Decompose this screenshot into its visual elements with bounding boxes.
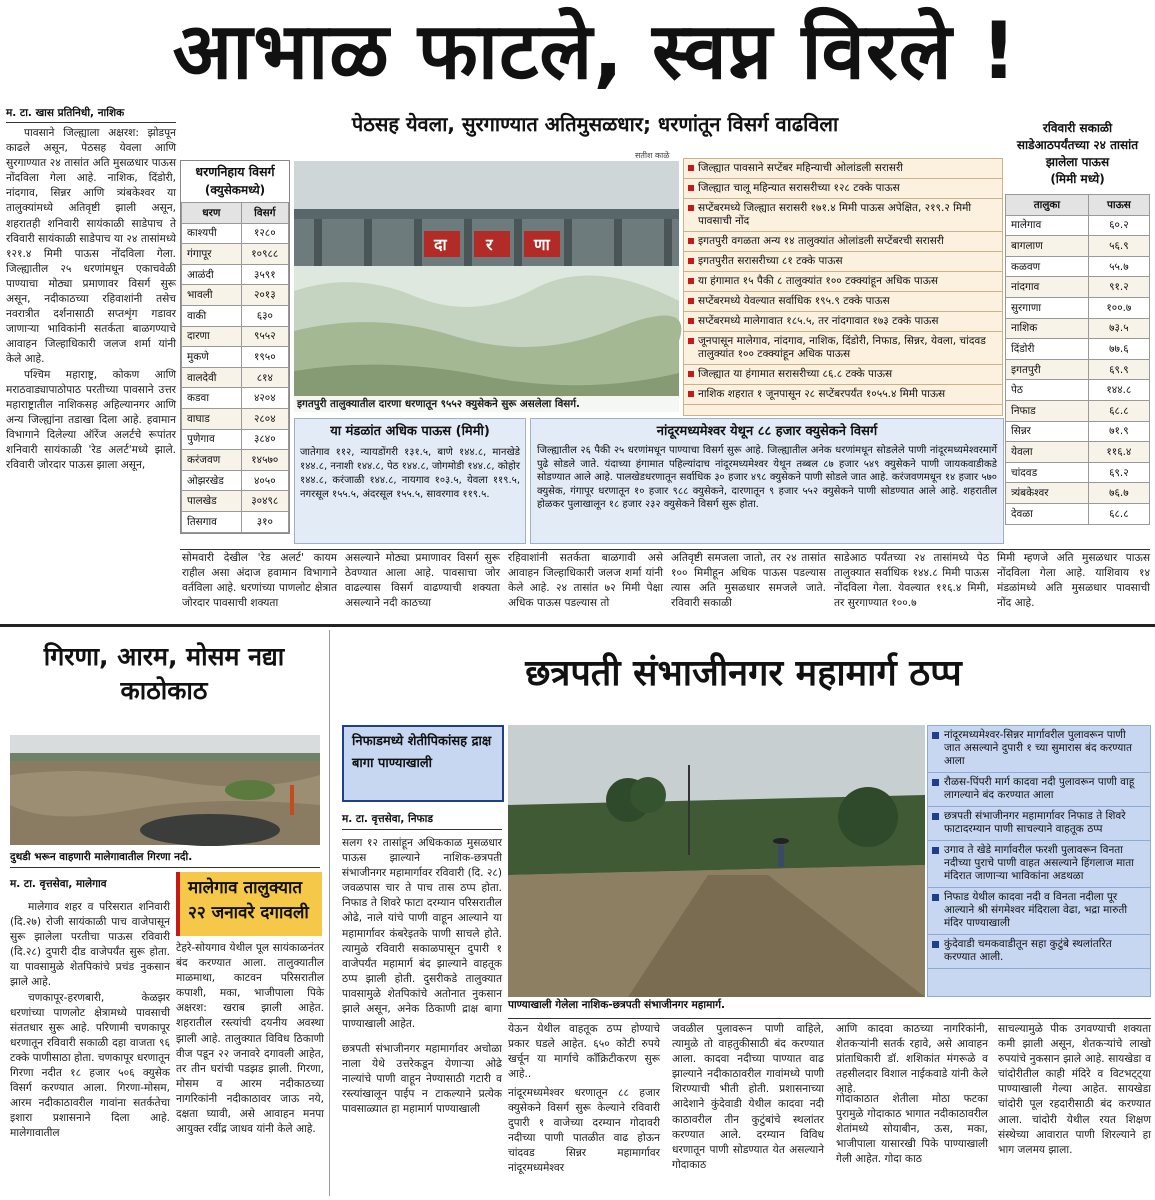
- fact-item: सप्टेंबरमध्ये जिल्ह्यात सरासरी १७१.४ मिमी पाऊस अपेक्षित, २१९.२ मिमी पावसाची नोंद: [684, 199, 1002, 232]
- table-row: [182, 347, 289, 368]
- table-cell: कडवा: [182, 388, 242, 409]
- table-cell: त्र्यंबकेश्वर: [1006, 483, 1089, 504]
- rainfall-table-box: [1005, 120, 1150, 525]
- paragraph: मालेगाव शहर व परिसरात शनिवारी (दि.२७) रोजी सायंकाळी पाच वाजेपासून सुरू झालेला परतीचा पाऊस रविवारी (दि.२८) दुपारी दीड वाजेपर्यंत सुरू होता. या पावसामुळे शेतपिकांचे प्रचंड नुकसान झाले आहे.: [10, 901, 170, 989]
- niphad-text: सलग १२ तासांहून अधिककाळ मुसळधार पाऊस झाल्याने नाशिक-छत्रपती संभाजीनगर महामार्गावर रविवारी (दि. २८) जवळपास चार ते पाच तास ठप्प होता. निफाड ते शिवरे फाटा दरम्यान परिसरातील ओढे, नाले यांचे पाणी वाहून आल्याने या महामार्गावर कंबरेइतके पाणी साचले होते. त्यामुळे रविवारी सकाळपासून दुपारी १ वाजेपर्यंत महामार्ग बंद झाल्याने वाहतूक ठप्प झाली होती. दुसरीकडे तालुक्यात पावसामुळे शेतपिकांचे अतोनात नुकसान झाले असून, अनेक ठिकाणी द्राक्ष बागा पाण्याखाली आहेत.: [342, 837, 503, 1031]
- table-cell: ९५५२: [241, 326, 288, 347]
- table-cell: ८१४: [241, 367, 288, 388]
- table-row: [182, 326, 289, 347]
- table-cell: ओझरखेड: [182, 470, 242, 491]
- table-cell: ३१०: [241, 511, 288, 532]
- text-column: आणि कादवा काठच्या नागरिकांनी, शेतकऱ्यांनी सतर्क रहावे, असे आवाहन प्रांताधिकारी डॉ. शशिकांत मंगरूळे व तहसीलदार विशाल नाईकवाडे यांनी केले आहे.: [836, 1023, 988, 1096]
- table-cell: १००.७: [1088, 297, 1149, 318]
- divider: [10, 867, 320, 868]
- gate-letter: णा: [534, 235, 550, 254]
- table-cell: ११६.४: [1088, 442, 1149, 463]
- table-cell: ७३.५: [1088, 318, 1149, 339]
- table-cell: २०१३: [241, 285, 288, 306]
- byline-main: म. टा. खास प्रतिनिधी, नाशिक: [6, 107, 125, 119]
- fact-item: इगतपुरी वगळता अन्य १४ तालुक्यांत ओलांडली सप्टेंबरची सरासरी: [684, 232, 1002, 252]
- divider: [342, 829, 502, 830]
- highway-photo: [508, 725, 925, 997]
- fact-item: इगतपुरीत सरासरीच्या ८१ टक्के पाऊस: [684, 252, 1002, 272]
- table-row: [1006, 442, 1150, 463]
- fact-item: सप्टेंबरमध्ये येवल्यात सर्वाधिक १९५.९ टक्के पाऊस: [684, 292, 1002, 312]
- table-cell: दारणा: [182, 326, 242, 347]
- table-cell: बागलाण: [1006, 236, 1089, 257]
- photo-credit: सतीश काळे: [635, 151, 670, 160]
- text-column: साचल्यामुळे पीक उगवण्याची शक्यता कमी झाली असून, शेतकऱ्यांचे लाखो रुपयांचे नुकसान झाले आहे. सायखेडा व चांदोरीतील काही मंदिरे व विटभट्ट्या पाण्याखाली गेल्या आहेत. सायखेडा चांदोरी पूल रहदारीसाठी बंद करण्यात आला. चांदोरी येथील रयत शिक्षण संस्थेच्या आवारात पाणी शिरल्याने हा भाग जलमय झाला.: [998, 1023, 1151, 1156]
- niphad-box-title: निफाडमध्ये शेतीपिकांसह द्राक्ष बागा पाण्याखाली: [342, 725, 504, 802]
- fact-item: या हंगामात १५ पैकी ८ तालुक्यांत १०० टक्क्यांहून अधिक पाऊस: [684, 272, 1002, 292]
- niphad-text-2: छत्रपती संभाजीनगर महामार्गावर अचोळा नाला येथे उत्तरेकडून येणाऱ्या ओढे नाल्यांचे पाणी वाहून नेण्यासाठी गटारी व रस्त्यांखालून पाईप न टाकल्याने प्रत्येक पावसाळ्यात हा महामार्ग पाण्याखाली: [342, 1043, 502, 1116]
- table-cell: नाशिक: [1006, 318, 1089, 339]
- table-row: [1006, 297, 1150, 318]
- gate-letter: दा: [434, 235, 447, 254]
- paragraph: पावसाने जिल्ह्याला अक्षरश: झोडपून काढले असून, पेठसह येवला आणि सुरगाण्यात २४ तासांत अति मुसळधार पाऊस नोंदविला गेला आहे. नाशिक, दिंडोरी, नांदगाव, सिन्नर आणि त्र्यंबकेश्वर या तालुक्यांमध्ये अतिवृष्टी झाली असून, शहरातही शनिवारी सायंकाळी साडेपाच ते रविवारी सायंकाळी साडेपाच या २४ तासांमध्ये १२१.४ मिमी पाऊस नोंदविला गेला. जिल्ह्यातील २५ धरणांमधून एकाचवेळी पाण्याचा मोठ्या प्रमाणावर विसर्ग सुरू असून, नदीकाठच्या रहिवाशांनी तसेच नवरात्रीत दर्शनासाठी सप्तशृंग गडावर जाणाऱ्या भाविकांनी सतर्कता बाळगण्याचे आवाहन जिल्हाधिकारी जलज शर्मा यांनी केले आहे.: [6, 127, 176, 366]
- text-column: मिमी म्हणजे अति मुसळधार पाऊस नोंदविला गेला आहे. याशिवाय १४ मंडळांमध्ये अति मुसळधार पावसाची नोंद आहे.: [997, 552, 1150, 610]
- table-row: [182, 429, 289, 450]
- table-row: [1006, 256, 1150, 277]
- subheadline: पेठसह येवला, सुरगाण्यात अतिमुसळधार; धरणांतून विसर्ग वाढविला: [351, 112, 839, 136]
- table-cell: ९१.२: [1088, 277, 1149, 298]
- left-column-text: [6, 126, 176, 545]
- table-row: [182, 305, 289, 326]
- table-cell: इगतपुरी: [1006, 359, 1089, 380]
- column-divider: [329, 630, 330, 1196]
- text-column: अतिवृष्टी समजला जातो, तर २४ तासांत १०० मिमीहून अधिक पाऊस पडल्यास त्यास अति मुसळधार समजले जाते. रविवारी सकाळी: [671, 552, 826, 610]
- fact-item: जिल्ह्यात चालू महिन्यात सरासरीच्या १२८ टक्के पाऊस: [684, 179, 1002, 199]
- dam-table-unit: (क्युसेकमध्ये): [204, 183, 266, 197]
- table-cell: ५५.७: [1088, 256, 1149, 277]
- table-row: [182, 450, 289, 471]
- highway-photo-caption: पाण्याखाली गेलेला नाशिक-छत्रपती संभाजीनगर महामार्ग.: [508, 999, 725, 1011]
- table-cell: तिसगाव: [182, 511, 242, 532]
- girna-river-photo: [10, 735, 320, 845]
- girna-caption: दुथडी भरून वाहणारी मालेगावातील गिरणा नदी.: [10, 851, 193, 863]
- main-headline: आभाळ फाटले, स्वप्न विरले !: [172, 7, 1018, 97]
- dam-table: [181, 202, 289, 533]
- nandur-box: [530, 418, 1004, 544]
- text-column: गोदाकाठात शेतीला मोठा फटका पुरामुळे गोदाकाठ भागात नदीकाठावरील शेतांमध्ये सोयाबीन, ऊस, मका, भाजीपाला यासारखी पिके पाण्याखाली गेली आहेत. गोदा काठ: [836, 1093, 988, 1166]
- highway-headline: छत्रपती संभाजीनगर महामार्ग ठप्प: [525, 653, 962, 694]
- highway-fact-item: नांदूरमध्यमेश्वर-सिन्नर मार्गावरील पुलावरून पाणी जात असल्याने दुपारी १ च्या सुमारास बंद करण्यात आला: [928, 726, 1150, 773]
- table-row: [1006, 359, 1150, 380]
- fact-item: जिल्ह्यात या हंगामात सरासरीच्या ८६.८ टक्के पाऊस: [684, 365, 1002, 385]
- dam-photo: [294, 161, 679, 412]
- table-cell: ४२०४: [241, 388, 288, 409]
- text-column: सोमवारी देखील 'रेड अलर्ट' कायम राहील असा अंदाज हवामान विभागाने वर्तविला आहे. धरणांच्या पाणलोट क्षेत्रात जोरदार पावसाची शक्यता: [182, 552, 337, 610]
- table-cell: वाघाड: [182, 408, 242, 429]
- table-row: [182, 367, 289, 388]
- table-cell: वाकी: [182, 305, 242, 326]
- table-cell: भावली: [182, 285, 242, 306]
- column-header: तालुका: [1006, 195, 1089, 216]
- table-cell: २८०४: [241, 408, 288, 429]
- table-cell: गंगापूर: [182, 244, 242, 265]
- table-row: [182, 470, 289, 491]
- table-row: [1006, 318, 1150, 339]
- paragraph: पश्चिम महाराष्ट्र, कोकण आणि मराठवाड्यापाठोपाठ परतीच्या पावसाने उत्तर महाराष्ट्रातील नाशिकसह अहिल्यानगर आणि अन्य जिल्ह्यांना तडाखा दिला आहे. हवामान विभागाने दिलेल्या ऑरेंज अलर्टचे रूपांतर शनिवारी सायंकाळी 'रेड अलर्ट'मध्ये झाले. रविवारी जोरदार पाऊस झाला असून,: [6, 368, 176, 472]
- table-cell: १२८०: [241, 223, 288, 244]
- dam-photo-caption: इगतपुरी तालुक्यातील दारणा धरणातून ९५५२ क्युसेकने सुरू असलेला विसर्ग.: [294, 396, 679, 412]
- highway-fact-item: निफाड येथील कादवा नदी व विनता नदीला पूर आल्याने श्री संगमेश्वर मंदिराला वेढा, भद्रा मारुती मंदिर पाण्याखाली: [928, 888, 1150, 935]
- fact-item: जिल्ह्यात पावसाने सप्टेंबर महिन्याची ओलांडली सरासरी: [684, 159, 1002, 179]
- malegaon-text: [10, 900, 170, 1196]
- table-cell: सुरगाणा: [1006, 297, 1089, 318]
- highway-fact-item: रौळस-पिंपरी मार्ग कादवा नदी पुलावरून पाणी वाहू लागल्याने बंद करण्यात आला: [928, 773, 1150, 807]
- table-row: [1006, 462, 1150, 483]
- table-row: [1006, 400, 1150, 421]
- table-cell: १४५७०: [241, 450, 288, 471]
- table-cell: नांदगाव: [1006, 277, 1089, 298]
- table-cell: येवला: [1006, 442, 1089, 463]
- table-cell: आळंदी: [182, 264, 242, 285]
- table-cell: ६९.९: [1088, 359, 1149, 380]
- nandur-title: नांदूरमध्यमेश्वर येथून ८८ हजार क्युसेकने विसर्ग: [656, 424, 878, 439]
- column-header: पाऊस: [1088, 195, 1149, 216]
- river-illustration: [10, 735, 320, 845]
- table-row: [182, 511, 289, 532]
- table-row: [182, 244, 289, 265]
- table-cell: ६३०: [241, 305, 288, 326]
- table-cell: मालेगाव: [1006, 215, 1089, 236]
- table-row: [182, 223, 289, 244]
- table-cell: ६८.८: [1088, 400, 1149, 421]
- text-column: जवळील पुलावरून पाणी वाहिले, त्यामुळे तो वाहतुकीसाठी बंद करण्यात आला. कादवा नदीच्या पाण्यात वाढ झाल्याने नदीकाठावरील गावांमध्ये पाणी शिरण्याची भीती होती. प्रशासनाच्या आदेशाने कुंदेवाडी येथील कादवा नदी काठावरील तीन कुटुंबांचे स्थलांतर करण्यात आले. दरम्यान विविध धरणातून पाणी सोडण्यात येत असल्याने गोदाकाठ: [672, 1023, 824, 1171]
- fact-item: जूनपासून मालेगाव, नांदगाव, नाशिक, दिंडोरी, निफाड, सिन्नर, येवला, चांदवड तालुक्यांत १०० टक्क्यांहून अधिक पाऊस: [684, 332, 1002, 365]
- paragraph: चणकापूर-हरणबारी, केळझर धरणांच्या पाणलोट क्षेत्रामध्ये पावसाची संततधार सुरू आहे. परिणामी चणकापूर धरणातून रविवारी सकाळी दहा वाजता ९६ टक्के पाणीसाठा होता. चणकापूर धरणातून गिरणा नदीत १८ हजार ५०६ क्युसेक विसर्ग करण्यात आला. गिरणा-मोसम, आरम नदीकाठावरील गावांना सतर्कतेचा इशारा प्रशासनाने दिला आहे. मालेगावातील: [10, 991, 170, 1140]
- table-cell: चांदवड: [1006, 462, 1089, 483]
- divider: [6, 122, 176, 123]
- table-cell: ३५९१: [241, 264, 288, 285]
- table-row: [1006, 421, 1150, 442]
- text-column: रहिवाशांनी सतर्कता बाळगावी असे आवाहन जिल्हाधिकारी जलज शर्मा यांनी केले आहे. २४ तासांत ७२ मिमी पेक्षा अधिक पाऊस पडल्यास तो: [508, 552, 663, 610]
- table-cell: पालखेड: [182, 491, 242, 512]
- table-cell: निफाड: [1006, 400, 1089, 421]
- table-row: [182, 285, 289, 306]
- table-cell: ३०४९८: [241, 491, 288, 512]
- table-cell: पेठ: [1006, 380, 1089, 401]
- nandur-text: जिल्ह्यातील २६ पैकी २५ धरणांमधून पाण्याचा विसर्ग सुरू आहे. जिल्ह्यातील अनेक धरणांमधून सोडलेले पाणी नांदूरमध्यमेश्वरमार्गे पुढे सोडले जाते. यंदाच्या हंगामात पहिल्यांदाच नांदूरमध्यमेश्वर येथून तब्बल ८७ हजार ५४९ क्युसेकने पाणी जायकवाडीकडे सोडण्यात आले आहे. पालखेडधरणातून सर्वाधिक ३० हजार ४९८ क्युसेकने पाणी सोडले जात आहे. करंजवणमधून १४ हजार ५७० क्युसेक, गंगापूर धरणातून १० हजार ९८८ क्युसेकने, दारणातून ९ हजार ५५२ क्युसेकने पाणी सोडण्यात आले आहे. शहरातील होळकर पुलाखालून १८ हजार २३२ क्युसेकने विसर्ग सुरू होता.: [537, 445, 997, 511]
- table-cell: वालदेवी: [182, 367, 242, 388]
- highway-facts-box: [927, 725, 1151, 997]
- table-cell: ७७.६: [1088, 339, 1149, 360]
- table-row: [182, 388, 289, 409]
- table-cell: १०९८८: [241, 244, 288, 265]
- dam-discharge-table: [180, 160, 290, 534]
- table-cell: देवळा: [1006, 503, 1089, 524]
- malegaon-text-2: टेहरे-सोयगाव येथील पूल सायंकाळनंतर बंद करण्यात आला. तालुक्यातील माळमाथा, काटवन परिसरातील कपाशी, मका, भाजीपाला पिके अक्षरश: खराब झाली आहेत. शहरातील रस्त्यांची दयनीय अवस्था झाली आहे. तालुक्यात विविध ठिकाणी वीज पडून २२ जनावरे दगावली आहेत, तर तीन घरांची पडझड झाली. गिरणा, मोसम व आरम नदीकाठच्या नागरिकांनी नदीकाठावर जाऊ नये, दक्षता घ्यावी, असे आवाहन मनपा आयुक्त रवींद्र जाधव यांनी केले आहे.: [176, 942, 324, 1136]
- rain-table-unit: (मिमी मध्ये): [1050, 172, 1105, 186]
- table-cell: ५६.९: [1088, 236, 1149, 257]
- table-row: [1006, 380, 1150, 401]
- text-column: साडेआठ पर्यंतच्या २४ तासांमध्ये पेठ तालुक्यात सर्वाधिक १४४.८ मिमी पाऊस नोंदविला गेला. येवल्यात ११६.४ मिमी, तर सुरगाण्यात १००.७: [834, 552, 989, 610]
- table-row: [1006, 483, 1150, 504]
- table-cell: मुकणे: [182, 347, 242, 368]
- dam-table-title: धरणनिहाय विसर्ग: [195, 164, 275, 179]
- rain-table-title: रविवारी सकाळी साडेआठपर्यंतच्या २४ तासांत झालेला पाऊस: [1016, 121, 1139, 169]
- highway-fact-item: उगाव ते खेडे मार्गावरील फरशी पुलावरून विनता नदीच्या पुराचे पाणी वाहत असल्याने हिंगलाज माता मंदिरात जाणाऱ्या भाविकांना अडथळा: [928, 841, 1150, 888]
- mandal-title: या मंडळांत अधिक पाऊस (मिमी): [330, 424, 490, 439]
- section-divider: [0, 624, 1155, 627]
- highway-fact-item: छत्रपती संभाजीनगर महामार्गावर निफाड ते शिवरे फाटादरम्यान पाणी साचल्याने वाहतूक ठप्प: [928, 807, 1150, 841]
- malegaon-box-title: मालेगाव तालुक्यात २२ जनावरे दगावली: [176, 872, 322, 936]
- divider: [508, 1018, 1151, 1019]
- table-cell: करंजवण: [182, 450, 242, 471]
- table-cell: काश्यपी: [182, 223, 242, 244]
- table-row: [182, 408, 289, 429]
- column-header: विसर्ग: [241, 203, 288, 224]
- table-row: [1006, 339, 1150, 360]
- divider: [180, 549, 1150, 550]
- rain-table: [1005, 194, 1150, 525]
- table-cell: ३८४०: [241, 429, 288, 450]
- flood-road-illustration: [508, 725, 925, 997]
- highway-fact-item: कुंदेवाडी चमकवाडीतून सहा कुटुंबे स्थलांतरित करण्यात आली.: [928, 935, 1150, 969]
- text-column: नांदूरमध्यमेश्वर धरणातून ८८ हजार क्युसेकने विसर्ग सुरू केल्याने रविवारी दुपारी १ वाजेच्या दरम्यान गोदावरी नदीच्या पाणी पातळीत वाढ होऊन चांदवड सिन्नर महामार्गावर नांदूरमध्यमेश्वर: [508, 1087, 660, 1175]
- column-header: धरण: [182, 203, 242, 224]
- table-row: [1006, 215, 1150, 236]
- fact-item: नाशिक शहरात १ जूनपासून २८ सप्टेंबरपर्यंत १०५५.४ मिमी पाऊस: [684, 385, 1002, 405]
- text-column: असल्याने मोठ्या प्रमाणावर विसर्ग सुरू ठेवण्यात आला आहे. पावसाचा जोर वाढल्यास विसर्ग वाढण्याची शक्यता असल्याने नदी काठच्या: [345, 552, 500, 610]
- table-row: [1006, 503, 1150, 524]
- byline-niphad: म. टा. वृत्तसेवा, निफाड: [342, 813, 433, 825]
- table-cell: ६८.८: [1088, 503, 1149, 524]
- table-cell: ७१.९: [1088, 421, 1149, 442]
- table-cell: ६०.२: [1088, 215, 1149, 236]
- table-cell: सिन्नर: [1006, 421, 1089, 442]
- mandal-text: जातेगाव ११२, न्यायडोंगरी १३१.५, बाणे १४४.८, मानखेडे १४४.८, ननाशी १४४.८, पेठ १४४.८, जोगमोडी १४४.८, कोहोर १४४.८, करंजाळी १४४.८, नायगाव १०३.५, येवला ११९.५, नगरसूल १५५.५, अंदरसूल १५५.५, सावरगाव ११९.५.: [300, 447, 520, 500]
- table-cell: ६९.२: [1088, 462, 1149, 483]
- facts-box: [683, 158, 1003, 416]
- mandal-box: [294, 418, 526, 544]
- table-cell: दिंडोरी: [1006, 339, 1089, 360]
- table-cell: पुणेगाव: [182, 429, 242, 450]
- girna-headline: गिरणा, आरम, मोसम नद्या काठोकाठ: [43, 642, 285, 705]
- text-column: येऊन येथील वाहतूक ठप्प होण्याचे प्रकार घडले आहेत. ६५० कोटी रुपये खर्चून या मार्गाचे काँक्रिटीकरण सुरू आहे..: [508, 1023, 660, 1081]
- table-cell: १४४.८: [1088, 380, 1149, 401]
- table-cell: ४०५०: [241, 470, 288, 491]
- byline-malegaon: म. टा. वृत्तसेवा, मालेगाव: [10, 878, 107, 890]
- table-row: [1006, 277, 1150, 298]
- dam-illustration: [294, 161, 679, 412]
- table-cell: ७६.७: [1088, 483, 1149, 504]
- table-cell: १९५०: [241, 347, 288, 368]
- table-row: [182, 491, 289, 512]
- fact-item: सप्टेंबरमध्ये मालेगावात १८५.५, तर नांदगावात १७३ टक्के पाऊस: [684, 312, 1002, 332]
- table-cell: कळवण: [1006, 256, 1089, 277]
- gate-letter: र: [486, 235, 493, 254]
- table-row: [182, 264, 289, 285]
- table-row: [1006, 236, 1150, 257]
